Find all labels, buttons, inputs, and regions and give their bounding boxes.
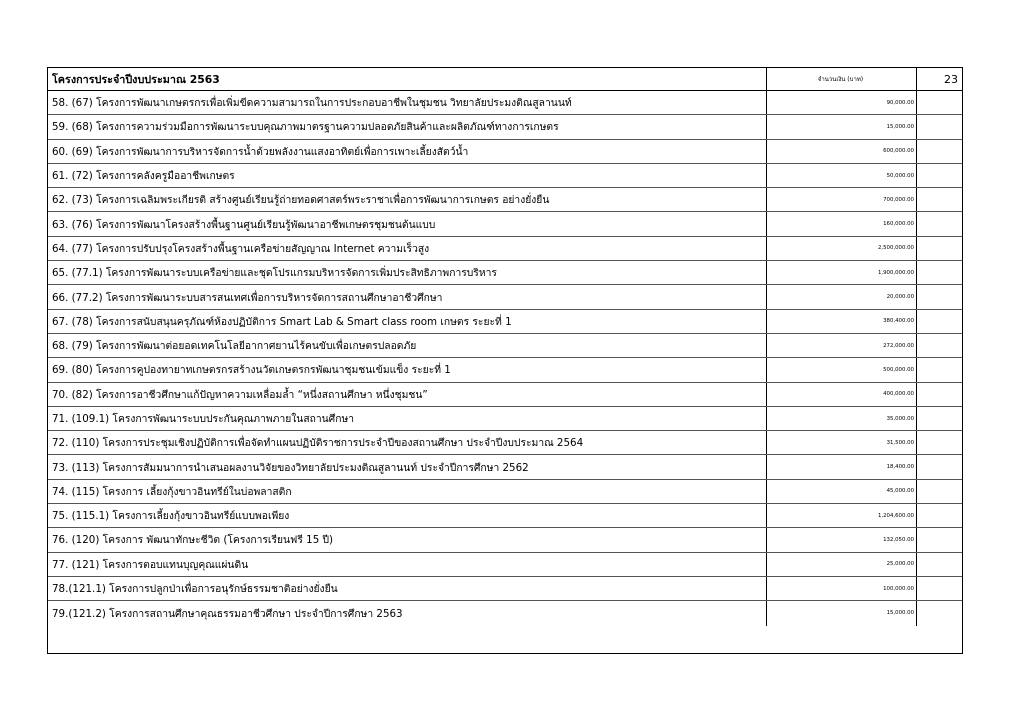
- project-amount: 45,000.00: [767, 480, 917, 503]
- project-amount: 160,000.00: [767, 212, 917, 235]
- table-row: [48, 577, 962, 601]
- project-name: 60. (69) โครงการพัฒนาการบริหารจัดการน้ำด้วยพลังงานแสงอาทิตย์เพื่อการเพาะเลี้ยงสัตว์น้ำ: [48, 140, 767, 163]
- empty-cell: [917, 577, 962, 600]
- table-row: [48, 334, 962, 358]
- budget-table: [47, 67, 963, 654]
- table-title: โครงการประจำปีงบประมาณ 2563: [48, 68, 767, 90]
- empty-cell: [917, 528, 962, 551]
- table-row: [48, 480, 962, 504]
- table-body: [48, 91, 962, 626]
- table-row: [48, 455, 962, 479]
- table-row: [48, 188, 962, 212]
- table-row: [48, 504, 962, 528]
- table-row: [48, 601, 962, 625]
- empty-cell: [917, 237, 962, 260]
- project-name: 66. (77.2) โครงการพัฒนาระบบสารสนเทศเพื่อการบริหารจัดการสถานศึกษาอาชีวศึกษา: [48, 285, 767, 308]
- project-name: 67. (78) โครงการสนับสนุนครุภัณฑ์ห้องปฏิบัติการ Smart Lab & Smart class room เกษตร ระยะที่ 1: [48, 310, 767, 333]
- project-name: 78.(121.1) โครงการปลูกป่าเพื่อการอนุรักษ์ธรรมชาติอย่างยั่งยืน: [48, 577, 767, 600]
- project-amount: 25,000.00: [767, 553, 917, 576]
- empty-cell: [917, 407, 962, 430]
- table-row: [48, 285, 962, 309]
- project-name: 76. (120) โครงการ พัฒนาทักษะชีวิต (โครงการเรียนฟรี 15 ปี): [48, 528, 767, 551]
- project-name: 75. (115.1) โครงการเลี้ยงกุ้งขาวอินทรีย์แบบพอเพียง: [48, 504, 767, 527]
- project-name: 79.(121.2) โครงการสถานศึกษาคุณธรรมอาชีวศึกษา ประจำปีการศึกษา 2563: [48, 601, 767, 625]
- table-row: [48, 261, 962, 285]
- project-name: 70. (82) โครงการอาชีวศึกษาแก้ปัญหาความเหลื่อมล้ำ “หนึ่งสถานศึกษา หนึ่งชุมชน”: [48, 383, 767, 406]
- project-name: 58. (67) โครงการพัฒนาเกษตรกรเพื่อเพิ่มขีดความสามารถในการประกอบอาชีพในชุมชน วิทยาลัยประมงติณสูลานนท์: [48, 91, 767, 114]
- empty-cell: [917, 601, 962, 625]
- project-amount: 500,000.00: [767, 358, 917, 381]
- project-amount: 35,000.00: [767, 407, 917, 430]
- table-row: [48, 164, 962, 188]
- empty-cell: [917, 91, 962, 114]
- empty-cell: [917, 480, 962, 503]
- table-row: [48, 91, 962, 115]
- empty-cell: [917, 431, 962, 454]
- empty-cell: [917, 188, 962, 211]
- project-name: 77. (121) โครงการตอบแทนบุญคุณแผ่นดิน: [48, 553, 767, 576]
- empty-cell: [917, 212, 962, 235]
- project-amount: 100,000.00: [767, 577, 917, 600]
- amount-column-header: จำนวนเงิน (บาท): [767, 68, 917, 90]
- project-amount: 15,000.00: [767, 601, 917, 625]
- empty-cell: [917, 358, 962, 381]
- table-row: [48, 115, 962, 139]
- project-name: 69. (80) โครงการคูปองทายาทเกษตรกรสร้างนวัตเกษตรกรพัฒนาชุมชนเข้มแข็ง ระยะที่ 1: [48, 358, 767, 381]
- project-name: 61. (72) โครงการคลังครูมืออาชีพเกษตร: [48, 164, 767, 187]
- table-header: [48, 68, 962, 91]
- table-row: [48, 237, 962, 261]
- project-amount: 400,000.00: [767, 383, 917, 406]
- empty-cell: [917, 140, 962, 163]
- project-name: 71. (109.1) โครงการพัฒนาระบบประกันคุณภาพภายในสถานศึกษา: [48, 407, 767, 430]
- project-amount: 380,400.00: [767, 310, 917, 333]
- project-name: 65. (77.1) โครงการพัฒนาระบบเครือข่ายและชุดโปรแกรมบริหารจัดการเพิ่มประสิทธิภาพการบริหาร: [48, 261, 767, 284]
- table-row: [48, 431, 962, 455]
- project-amount: 31,500.00: [767, 431, 917, 454]
- table-row: [48, 553, 962, 577]
- table-row: [48, 528, 962, 552]
- empty-cell: [917, 334, 962, 357]
- project-name: 59. (68) โครงการความร่วมมือการพัฒนาระบบคุณภาพมาตรฐานความปลอดภัยสินค้าและผลิตภัณฑ์ทางการเกษตร: [48, 115, 767, 138]
- page-number: 23: [944, 72, 958, 86]
- project-name: 72. (110) โครงการประชุมเชิงปฏิบัติการเพื่อจัดทำแผนปฏิบัติราชการประจำปีของสถานศึกษา ประจำปีงบประมาณ 2564: [48, 431, 767, 454]
- project-name: 73. (113) โครงการสัมมนาการนำเสนอผลงานวิจัยของวิทยาลัยประมงติณสูลานนท์ ประจำปีการศึกษา 2562: [48, 455, 767, 478]
- project-name: 74. (115) โครงการ เลี้ยงกุ้งขาวอินทรีย์ในบ่อพลาสติก: [48, 480, 767, 503]
- table-row: [48, 140, 962, 164]
- empty-cell: [917, 553, 962, 576]
- project-name: 64. (77) โครงการปรับปรุงโครงสร้างพื้นฐานเครือข่ายสัญญาณ Internet ความเร็วสูง: [48, 237, 767, 260]
- empty-cell: [917, 261, 962, 284]
- empty-cell: [917, 164, 962, 187]
- project-amount: 2,500,000.00: [767, 237, 917, 260]
- empty-cell: [917, 310, 962, 333]
- table-row: [48, 212, 962, 236]
- empty-cell: [917, 504, 962, 527]
- project-name: 63. (76) โครงการพัฒนาโครงสร้างพื้นฐานศูนย์เรียนรู้พัฒนาอาชีพเกษตรชุมชนต้นแบบ: [48, 212, 767, 235]
- project-amount: 700,000.00: [767, 188, 917, 211]
- project-amount: 600,000.00: [767, 140, 917, 163]
- project-name: 68. (79) โครงการพัฒนาต่อยอดเทคโนโลยีอากาศยานไร้คนขับเพื่อเกษตรปลอดภัย: [48, 334, 767, 357]
- project-amount: 20,000.00: [767, 285, 917, 308]
- empty-cell: [917, 455, 962, 478]
- project-amount: 15,000.00: [767, 115, 917, 138]
- table-row: [48, 358, 962, 382]
- project-amount: 18,400.00: [767, 455, 917, 478]
- project-amount: 1,900,000.00: [767, 261, 917, 284]
- table-row: [48, 383, 962, 407]
- project-amount: 1,204,600.00: [767, 504, 917, 527]
- table-row: [48, 407, 962, 431]
- table-row: [48, 310, 962, 334]
- project-amount: 50,000.00: [767, 164, 917, 187]
- project-name: 62. (73) โครงการเฉลิมพระเกียรติ สร้างศูนย์เรียนรู้ถ่ายทอดศาสตร์พระราชาเพื่อการพัฒนาการเกษตร อย่างยั่งยืน: [48, 188, 767, 211]
- empty-cell: [917, 115, 962, 138]
- project-amount: 90,000.00: [767, 91, 917, 114]
- empty-cell: [917, 383, 962, 406]
- project-amount: 132,050.00: [767, 528, 917, 551]
- project-amount: 272,000.00: [767, 334, 917, 357]
- empty-cell: [917, 285, 962, 308]
